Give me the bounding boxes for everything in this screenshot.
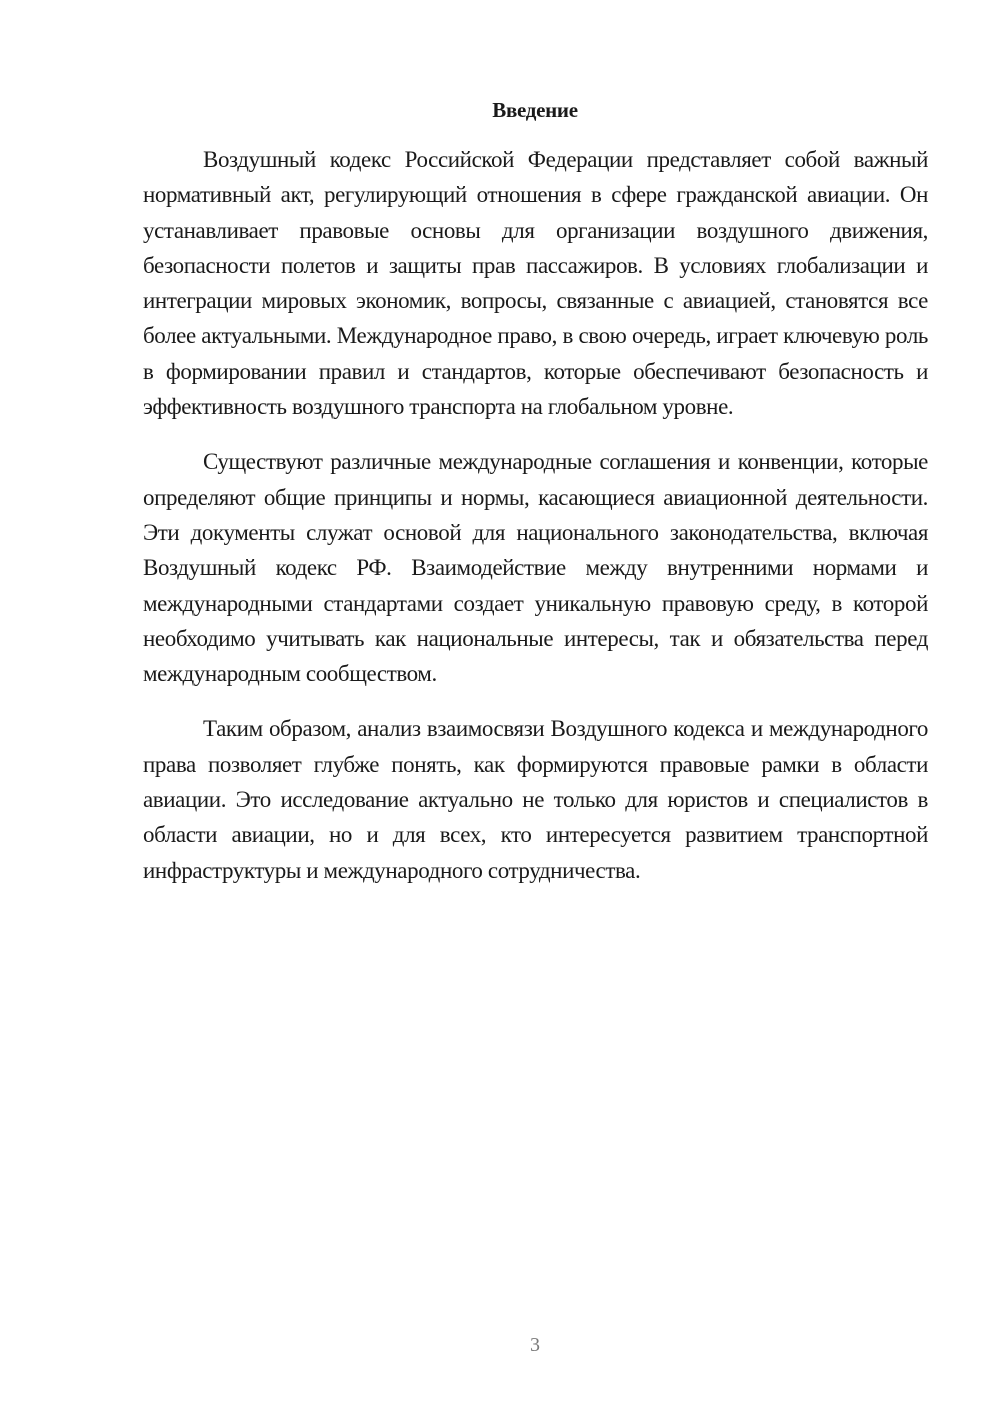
page-number: 3 (530, 1334, 540, 1356)
paragraph-1: Воздушный кодекс Российской Федерации представляет собой важный нормативный акт, регулирующий отношения в сфере гражданской авиации. Он устанавливает правовые основы для организации воздушного движения, безопасности полетов и защиты прав пассажиров. В условиях глобализации и интеграции мировых экономик, вопросы, связанные с авиацией, становятся все более актуальными. Международное право, в свою очередь, играет ключевую роль в формировании правил и стандартов, которые обеспечивают безопасность и эффективность воздушного транспорта на глобальном уровне. (143, 147, 928, 420)
paragraph-3: Таким образом, анализ взаимосвязи Воздушного кодекса и международного права позволяет глубже понять, как формируются правовые рамки в области авиации. Это исследование актуально не только для юристов и специалистов в области авиации, но и для всех, кто интересуется развитием транспортной инфраструктуры и международного сотрудничества. (143, 716, 928, 883)
section-heading: Введение (492, 98, 578, 122)
paragraph-2: Существуют различные международные соглашения и конвенции, которые определяют общие принципы и нормы, касающиеся авиационной деятельности. Эти документы служат основой для национального законодательства, включая Воздушный кодекс РФ. Взаимодействие между внутренними нормами и международными стандартами создает уникальную правовую среду, в которой необходимо учитывать как национальные интересы, так и обязательства перед международным сообществом. (143, 449, 928, 687)
body-text (143, 142, 928, 908)
